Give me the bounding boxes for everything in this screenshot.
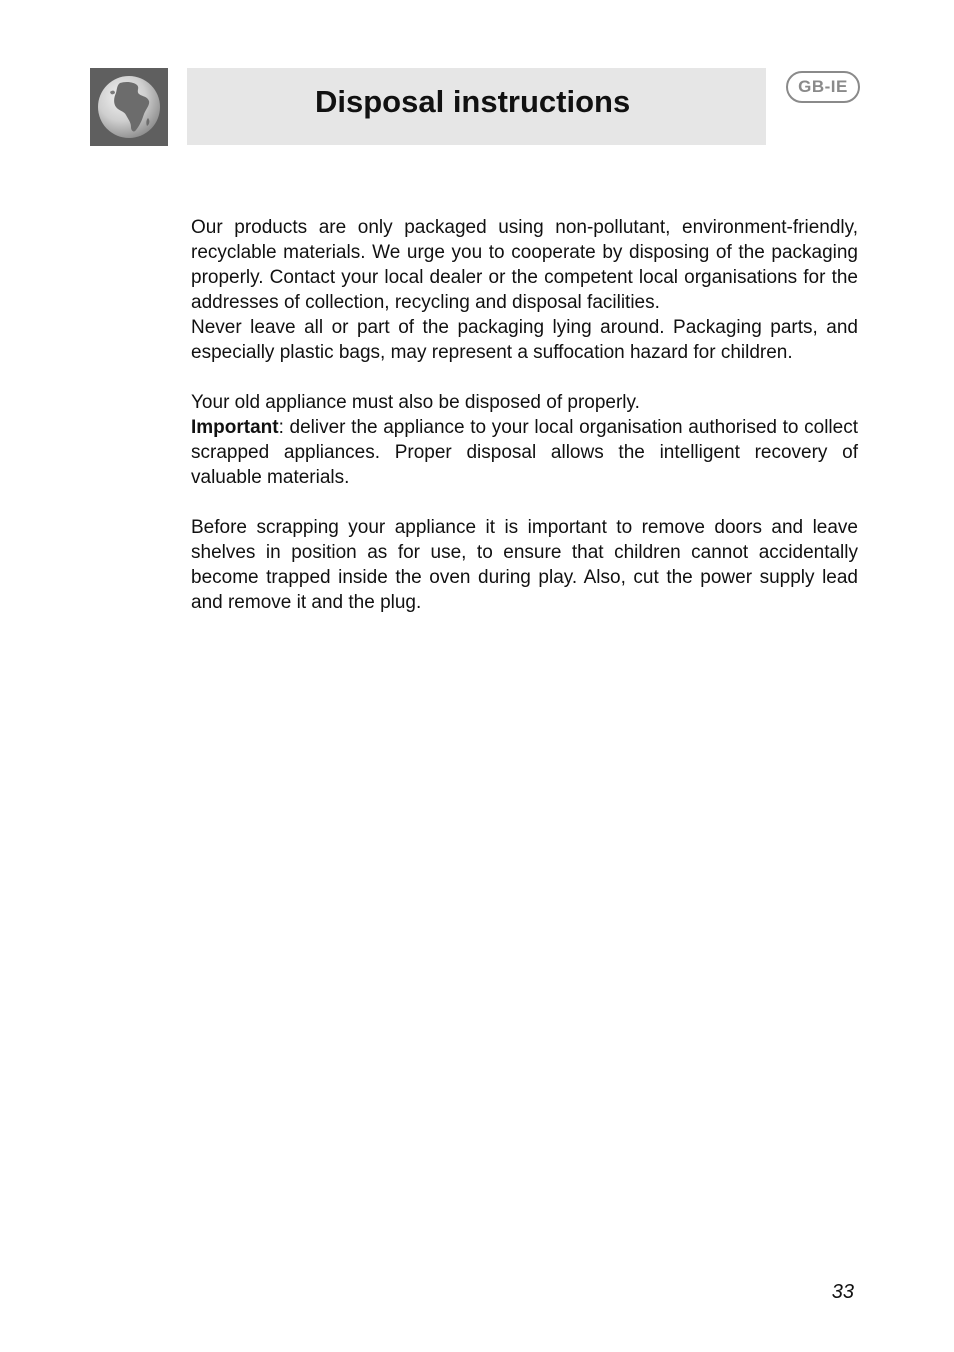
title-bar <box>187 68 766 145</box>
paragraph-packaging: Our products are only packaged using non-pollutant, environment-friendly, recyclable materials. We urge you to cooperate by disposing of the packaging properly. Contact your local dealer or the competent local organisations for the addresses of collection, recycling and disposal facilities. <box>191 217 858 313</box>
paragraph-scrapping: Before scrapping your appliance it is important to remove doors and leave shelves in position as for use, to ensure that children cannot accidentally become trapped inside the oven during play. Also, cut the power supply lead and remove it and the plug. <box>191 517 858 613</box>
page-number: 33 <box>831 1281 854 1303</box>
paragraph-packaging-hazard: Never leave all or part of the packaging lying around. Packaging parts, and especially plastic bags, may represent a suffocation hazard for children. <box>191 317 858 363</box>
region-badge: GB-IE <box>786 71 860 103</box>
globe-icon <box>90 68 168 146</box>
important-text: : deliver the appliance to your local organisation authorised to collect scrapped appliances. Proper disposal allows the intelligent recovery of valuable materials. <box>191 417 858 488</box>
document-body <box>191 215 858 615</box>
paragraph-important <box>191 415 858 490</box>
important-label: Important <box>191 417 279 438</box>
globe-icon-graphic <box>90 68 168 146</box>
paragraph-old-appliance: Your old appliance must also be disposed of properly. <box>191 392 640 413</box>
page-title: Disposal instructions <box>315 84 631 119</box>
